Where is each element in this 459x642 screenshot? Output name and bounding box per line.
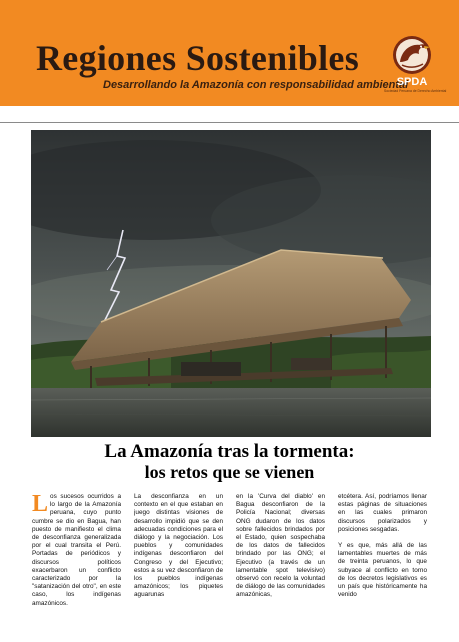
hut-storm-illustration [31, 130, 431, 437]
column-3-text: en la 'Curva del diablo' en Bagua desconfiaron de la Policía Nacional; diversas ONG dudaron de los datos sobre fallecidos brindados por el Estado, quien sospechaba de los datos de fallecidos brindado por las ONG; el Ejecutivo (a través de un lamentable spot televisivo) observó con recelo la voluntad de diálogo de las comunidades amazónicas, [236, 493, 325, 599]
article-column-3 [236, 493, 325, 642]
column-2-text: La desconfianza en un contexto en el que estaban en juego distintas visiones de desarrollo impidió que se den adecuadas condiciones para el diálogo y la negociación. Los pueblos y comunidades indígenas desconfiaron del Congreso y del Ejecutivo; estos a su vez desconfiaron de los pueblos indígenas amazónicos; los piquetes aguarunas [134, 493, 223, 599]
article-column-2 [134, 493, 223, 642]
magazine-title: Regiones Sostenibles [36, 38, 360, 78]
article-column-4 [338, 493, 427, 642]
logo-name: SPDA [396, 76, 428, 88]
column-4-paragraph-2: Y es que, más allá de las lamentables muertes de más de treinta peruanos, lo que subyace al conflicto en torno de los decretos legislativos es un país que históricamente ha venido [338, 542, 427, 599]
drop-cap: L [32, 493, 49, 517]
masthead [0, 0, 459, 106]
article-body [32, 493, 432, 642]
headline-line-2: los retos que se vienen [144, 462, 315, 482]
column-4-paragraph-1: etcétera. Así, podríamos llenar estas páginas de situaciones en las cuales primaron discursos polarizados y posiciones sesgadas. [338, 493, 427, 533]
article-column-1 [32, 493, 121, 642]
logo-tagline: Sociedad Peruana de Derecho Ambiental [384, 89, 447, 93]
column-1-text: os sucesos ocurridos a lo largo de la Amazonía peruana, cuyo punto cumbre se dio en Bagua, han puesto de manifiesto el clima de desconfianza generalizada por el cual transita el Perú. Portadas de periódicos y discursos políticos exacerbaron un conflicto caracterizado por la "satanización del otro", en este caso, los indígenas amazónicos. [32, 493, 121, 607]
magazine-subtitle: Desarrollando la Amazonía con responsabilidad ambiental [103, 79, 409, 91]
section-bar [0, 106, 459, 123]
spda-bird-icon [388, 34, 436, 76]
spda-logo [384, 34, 447, 96]
cover-photo [31, 130, 431, 437]
headline-line-1: La Amazonía tras la tormenta: [104, 441, 355, 462]
article-headline [0, 441, 459, 482]
